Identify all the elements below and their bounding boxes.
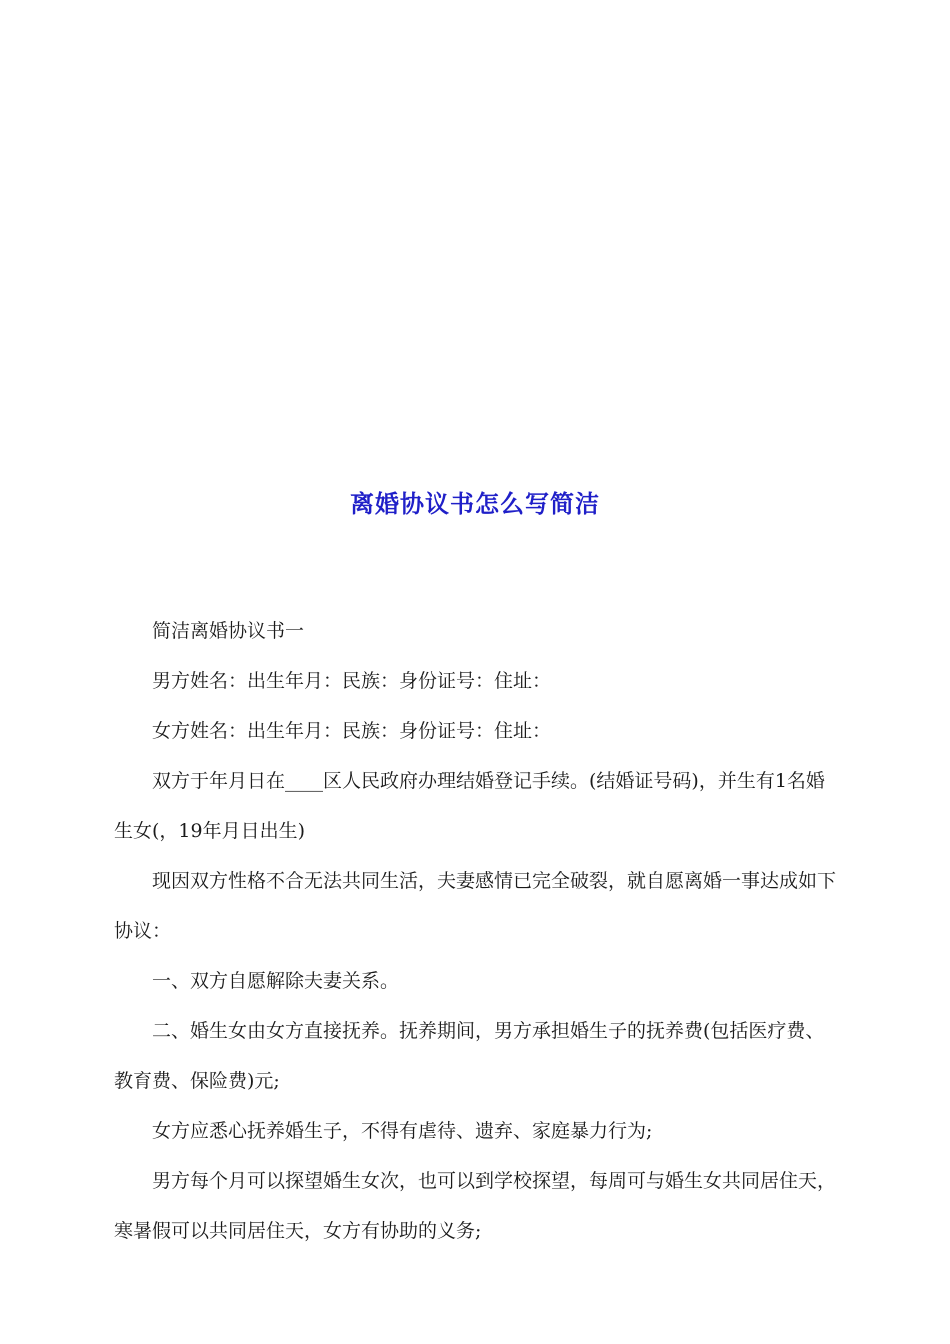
paragraph-heading: 简洁离婚协议书一 (152, 620, 305, 642)
document-body (114, 606, 840, 1256)
paragraph-clause-2: 二、婚生女由女方直接抚养。抚养期间，男方承担婚生子的抚养费(包括医疗费、教育费、保险费)元; (114, 1020, 825, 1092)
paragraph-custody-duty: 女方应悉心抚养婚生子，不得有虐待、遗弃、家庭暴力行为; (152, 1120, 653, 1142)
paragraph-female-info: 女方姓名：出生年月：民族：身份证号：住址： (152, 720, 552, 742)
paragraph-reason: 现因双方性格不合无法共同生活，夫妻感情已完全破裂，就自愿离婚一事达成如下协议： (114, 870, 837, 942)
paragraph-visitation: 男方每个月可以探望婚生女次，也可以到学校探望，每周可与婚生女共同居住天，寒暑假可以共同居住天，女方有协助的义务; (114, 1170, 837, 1242)
paragraph-clause-1: 一、双方自愿解除夫妻关系。 (152, 970, 400, 992)
document-title: 离婚协议书怎么写简洁 (350, 489, 600, 518)
paragraph-marriage-registration: 双方于年月日在____区人民政府办理结婚登记手续。(结婚证号码)，并生有1名婚生女(，19年月日出生) (114, 770, 825, 842)
paragraph-male-info: 男方姓名：出生年月：民族：身份证号：住址： (152, 670, 552, 692)
